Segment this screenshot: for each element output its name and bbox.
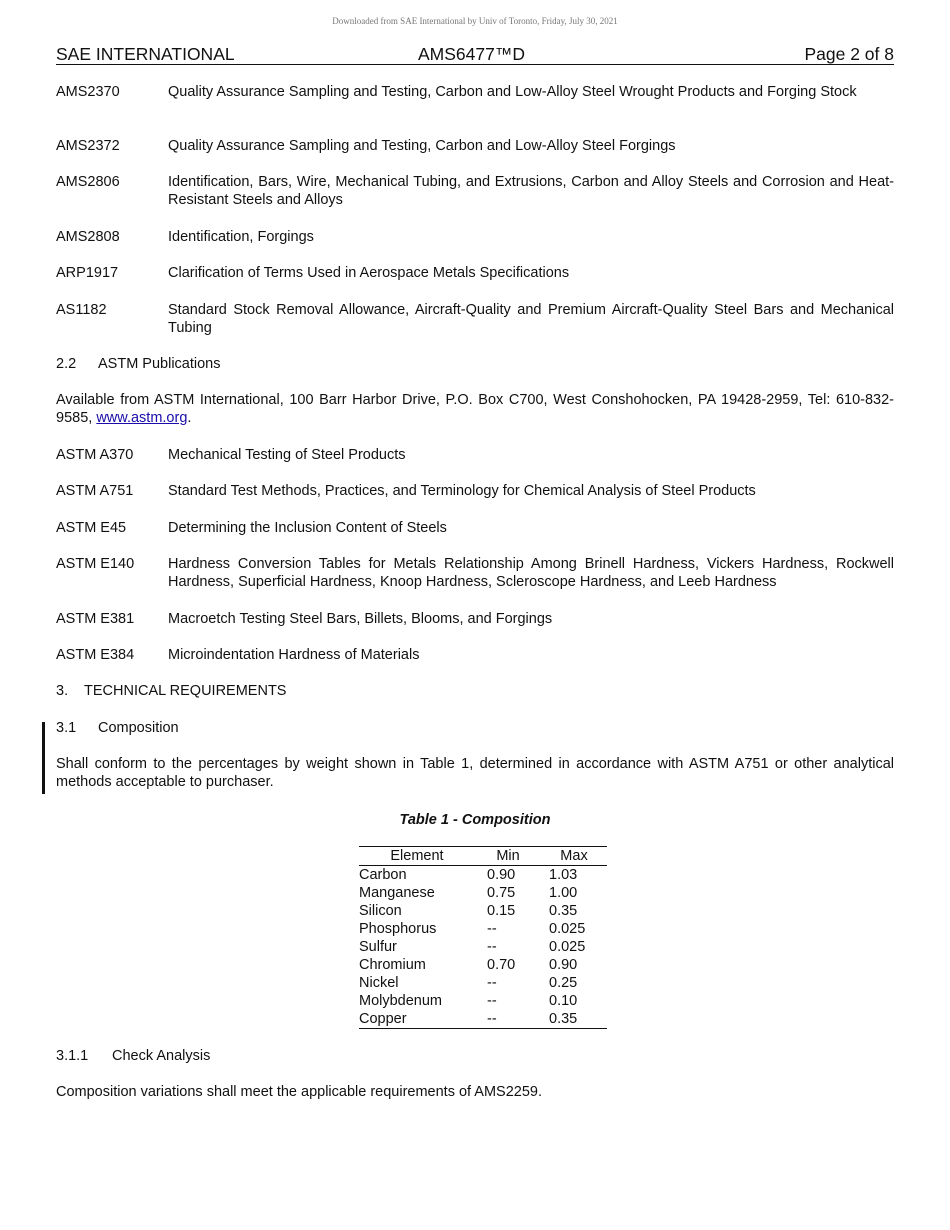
cell-min: -- (475, 1010, 541, 1029)
reference-title: Macroetch Testing Steel Bars, Billets, Blooms, and Forgings (168, 611, 553, 627)
section-heading-2-2 (56, 356, 221, 374)
reference-item (56, 483, 894, 501)
cell-element: Copper (359, 1010, 475, 1029)
reference-item (56, 520, 894, 538)
table-row (359, 884, 607, 902)
cell-min: 0.15 (487, 903, 516, 919)
table-row (359, 920, 607, 938)
reference-code: ASTM E45 (56, 520, 127, 536)
document-page (56, 0, 894, 1230)
trailing-period: . (187, 409, 192, 426)
availability-text: Available from ASTM International, 100 Barr Harbor Drive, P.O. Box C700, West Conshohocken, PA 19428-2959, Tel: 610-832-9585, (56, 392, 894, 426)
column-header-element: Element (359, 847, 475, 866)
cell-max: 0.90 (549, 957, 578, 973)
table-row (359, 1010, 607, 1029)
cell-max: 0.025 (549, 921, 586, 937)
cell-min: -- (487, 993, 497, 1009)
section-title: TECHNICAL REQUIREMENTS (84, 683, 287, 699)
section-number: 3. (56, 683, 69, 699)
section-heading-3 (56, 683, 286, 701)
composition-paragraph: Shall conform to the percentages by weight shown in Table 1, determined in accordance with ASTM A751 or other analytical methods acceptable to purchaser. (56, 756, 894, 790)
composition-table (359, 846, 607, 1029)
reference-title: Mechanical Testing of Steel Products (168, 447, 406, 463)
reference-code: ASTM E384 (56, 647, 135, 663)
cell-min: -- (487, 939, 497, 955)
cell-max: 0.25 (549, 975, 578, 991)
reference-title: Standard Test Methods, Practices, and Terminology for Chemical Analysis of Steel Products (168, 483, 756, 499)
cell-element: Silicon (359, 903, 402, 919)
reference-title: Identification, Forgings (168, 229, 314, 245)
reference-item (56, 611, 894, 629)
reference-item (56, 138, 894, 156)
cell-max: 0.10 (549, 993, 578, 1009)
section-title: ASTM Publications (98, 356, 221, 372)
cell-min: -- (487, 921, 497, 937)
table-caption: Table 1 - Composition (399, 812, 551, 828)
reference-code: ASTM A370 (56, 447, 134, 463)
reference-code: AMS2806 (56, 174, 120, 190)
reference-title: Clarification of Terms Used in Aerospace Metals Specifications (168, 265, 570, 281)
reference-item (56, 84, 894, 102)
download-watermark: Downloaded from SAE International by Univ of Toronto, Friday, July 30, 2021 (332, 16, 618, 26)
table-row (359, 902, 607, 920)
page-header (56, 44, 894, 65)
cell-element: Nickel (359, 975, 399, 991)
reference-code: ASTM A751 (56, 483, 134, 499)
reference-title: Hardness Conversion Tables for Metals Relationship Among Brinell Hardness, Vickers Hardness, Rockwell Hardness, Superficial Hardness, Knoop Hardness, Scleroscope Hardness, and Leeb Hardness (168, 556, 894, 590)
cell-min: 0.70 (487, 957, 516, 973)
cell-max: 1.03 (549, 867, 578, 883)
table-row (359, 938, 607, 956)
column-header-max: Max (541, 847, 607, 866)
column-header-min: Min (475, 847, 541, 866)
reference-code: ASTM E140 (56, 556, 135, 572)
cell-max: 1.00 (549, 885, 578, 901)
cell-element: Carbon (359, 867, 407, 883)
table-row (359, 974, 607, 992)
revision-change-bar (42, 722, 45, 794)
table-row (359, 866, 607, 885)
reference-item (56, 647, 894, 665)
cell-element: Sulfur (359, 939, 397, 955)
reference-title: Quality Assurance Sampling and Testing, Carbon and Low-Alloy Steel Forgings (168, 138, 676, 154)
reference-item (56, 302, 894, 337)
cell-max: 0.35 (541, 1010, 607, 1029)
header-publisher: SAE INTERNATIONAL (56, 44, 235, 64)
reference-title: Identification, Bars, Wire, Mechanical Tubing, and Extrusions, Carbon and Alloy Steels and Corrosion and Heat-Resistant Steels and Alloys (168, 174, 894, 208)
section-number: 3.1.1 (56, 1048, 89, 1064)
cell-element: Manganese (359, 885, 435, 901)
table-row (359, 992, 607, 1010)
header-document-number: AMS6477™D (418, 44, 525, 64)
section-number: 3.1 (56, 720, 77, 736)
reference-title: Determining the Inclusion Content of Steels (168, 520, 447, 536)
table-row (359, 956, 607, 974)
section-heading-3-1-1 (56, 1048, 210, 1066)
reference-code: AMS2372 (56, 138, 120, 154)
cell-max: 0.35 (549, 903, 578, 919)
header-page-number: Page 2 of 8 (804, 44, 894, 64)
check-analysis-paragraph: Composition variations shall meet the applicable requirements of AMS2259. (56, 1084, 543, 1100)
section-title: Composition (98, 720, 179, 736)
section-number: 2.2 (56, 356, 77, 372)
reference-code: AMS2808 (56, 229, 120, 245)
cell-min: 0.90 (487, 867, 516, 883)
cell-min: -- (487, 975, 497, 991)
reference-code: AMS2370 (56, 84, 120, 100)
reference-item (56, 229, 894, 247)
reference-item (56, 174, 894, 209)
section-heading-3-1 (56, 720, 179, 738)
section-title: Check Analysis (112, 1048, 211, 1064)
cell-min: 0.75 (487, 885, 516, 901)
reference-title: Quality Assurance Sampling and Testing, Carbon and Low-Alloy Steel Wrought Products and Forging Stock (168, 84, 857, 100)
reference-item (56, 556, 894, 591)
cell-element: Molybdenum (359, 993, 443, 1009)
table-header-row (359, 847, 607, 866)
cell-element: Phosphorus (359, 921, 437, 937)
reference-code: ARP1917 (56, 265, 119, 281)
reference-code: ASTM E381 (56, 611, 135, 627)
reference-title: Standard Stock Removal Allowance, Aircraft-Quality and Premium Aircraft-Quality Steel Bars and Mechanical Tubing (168, 302, 894, 336)
reference-item (56, 447, 894, 465)
reference-title: Microindentation Hardness of Materials (168, 647, 420, 663)
cell-element: Chromium (359, 957, 426, 973)
reference-item (56, 265, 894, 283)
astm-website-link[interactable]: www.astm.org (96, 409, 188, 426)
astm-availability-paragraph (56, 392, 894, 427)
reference-code: AS1182 (56, 302, 107, 318)
cell-max: 0.025 (549, 939, 586, 955)
